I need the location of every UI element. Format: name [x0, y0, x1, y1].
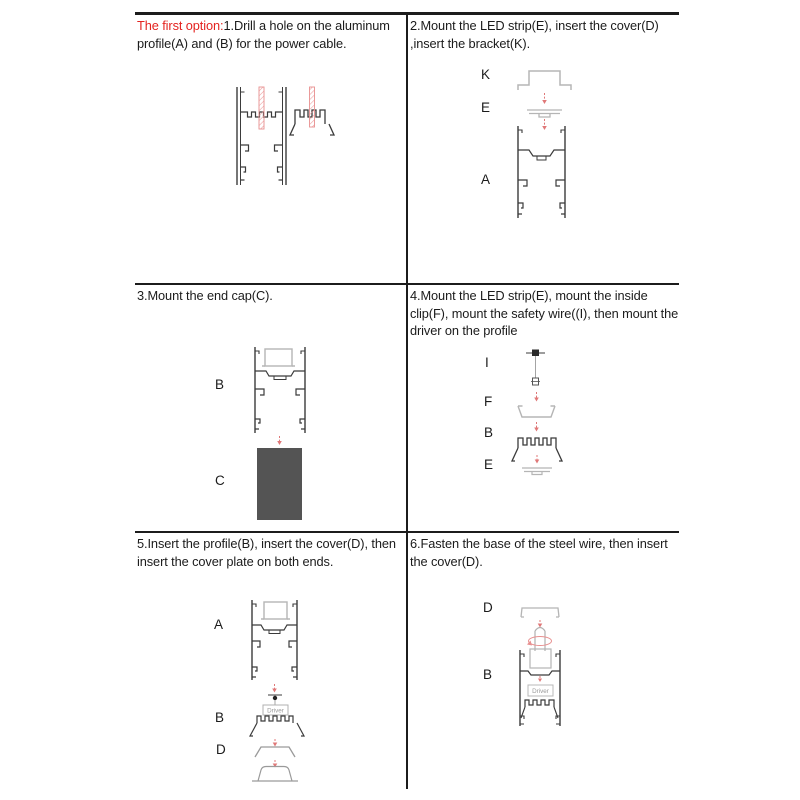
- instruction-text-step-1: [137, 17, 405, 52]
- end-cover-plate-shape: [252, 767, 298, 782]
- insert-arrow-2: [542, 119, 547, 130]
- part-label-b: B: [483, 667, 493, 682]
- diagram-fasten-steel-wire: [510, 599, 576, 731]
- diagram-safety-wire-clip: [506, 348, 576, 476]
- instruction-text-step-2: [410, 17, 678, 52]
- insert-arrow-1: [538, 620, 543, 628]
- diagram-end-cap: [248, 343, 312, 523]
- end-cap-c-shape: [257, 448, 302, 520]
- profile-a-shape: [518, 126, 565, 218]
- diagram-insert-profile-cover: [243, 597, 315, 793]
- step-6-line-2: the cover(D).: [410, 553, 483, 569]
- step-2-line-2: ,insert the bracket(K).: [410, 35, 531, 51]
- cover-d-shape: [521, 608, 559, 617]
- step-1-line-2: profile(A) and (B) for the power cable.: [137, 35, 347, 51]
- instruction-text-step-6: [410, 535, 678, 570]
- cover-d-shape: [255, 747, 295, 757]
- instruction-text-step-3: [137, 287, 405, 305]
- mount-arrow-1: [534, 392, 539, 402]
- part-label-k: K: [481, 67, 491, 82]
- part-label-b: B: [215, 710, 225, 725]
- first-option-highlight: The first option:: [137, 18, 224, 33]
- part-label-i: I: [485, 355, 489, 370]
- part-label-d: D: [216, 742, 226, 757]
- part-label-b: B: [484, 425, 494, 440]
- mount-arrow-3: [535, 455, 540, 464]
- panel-step-1: [135, 15, 406, 283]
- diagram-drill-profiles: [228, 82, 338, 192]
- mount-bracket-shape: [261, 602, 290, 619]
- fasten-mini-arrow: [538, 676, 542, 682]
- step-3-line-1: 3.Mount the end cap(C).: [137, 288, 273, 303]
- part-label-c: C: [215, 473, 225, 488]
- steel-wire-fastener-shape: [527, 628, 552, 652]
- panel-step-4: [408, 285, 679, 531]
- step-2-line-1: 2.Mount the LED strip(E), insert the cover(D): [410, 18, 659, 33]
- step-4-line-3: driver on the profile: [410, 323, 518, 338]
- panel-step-6: [408, 533, 679, 800]
- driver-box-label: Driver: [267, 707, 284, 715]
- rotation-arrow: [529, 637, 552, 646]
- step-5-line-2: insert the cover plate on both ends.: [137, 553, 334, 569]
- panel-step-2: [408, 15, 679, 283]
- part-label-a: A: [214, 617, 224, 632]
- insert-arrow-1: [272, 684, 277, 693]
- part-label-a: A: [481, 172, 491, 187]
- step-5-line-1: 5.Insert the profile(B), insert the cover(D), then: [137, 536, 396, 551]
- panel-step-5: [135, 533, 406, 800]
- part-label-e: E: [484, 457, 494, 472]
- bracket-k-shape: [518, 71, 571, 90]
- driver-box-label: Driver: [532, 688, 549, 695]
- profile-b-shape: [512, 438, 562, 461]
- part-label-b: B: [215, 377, 225, 392]
- profile-a-shape: [252, 600, 297, 680]
- instruction-text-step-5: [137, 535, 405, 570]
- drill-hole-indicator: [259, 87, 315, 129]
- profile-b-shape: [255, 347, 305, 433]
- part-label-f: F: [484, 394, 493, 409]
- mount-arrow-2: [534, 422, 539, 432]
- step-1-line-1: 1.Drill a hole on the aluminum: [223, 18, 390, 33]
- instruction-text-step-4: [410, 287, 678, 340]
- insert-arrow: [277, 436, 282, 445]
- inside-clip-f-shape: [518, 406, 555, 417]
- led-strip-e-shape: [527, 110, 562, 117]
- driver-unit-b-shape: [250, 695, 304, 736]
- safety-wire-i-shape: [526, 350, 545, 386]
- mount-bracket-shape: [262, 349, 295, 366]
- insert-arrow-1: [542, 93, 547, 104]
- diagram-mount-strip-bracket: [505, 60, 595, 225]
- step-4-line-2: clip(F), mount the safety wire((I), then mount the: [410, 305, 679, 321]
- step-4-line-1: 4.Mount the LED strip(E), mount the inside: [410, 288, 648, 303]
- part-label-e: E: [481, 100, 491, 115]
- panel-step-3: [135, 285, 406, 531]
- led-strip-e-shape: [522, 468, 552, 475]
- step-6-line-1: 6.Fasten the base of the steel wire, then insert: [410, 536, 668, 551]
- part-label-d: D: [483, 600, 493, 615]
- insert-arrow-2: [273, 739, 278, 747]
